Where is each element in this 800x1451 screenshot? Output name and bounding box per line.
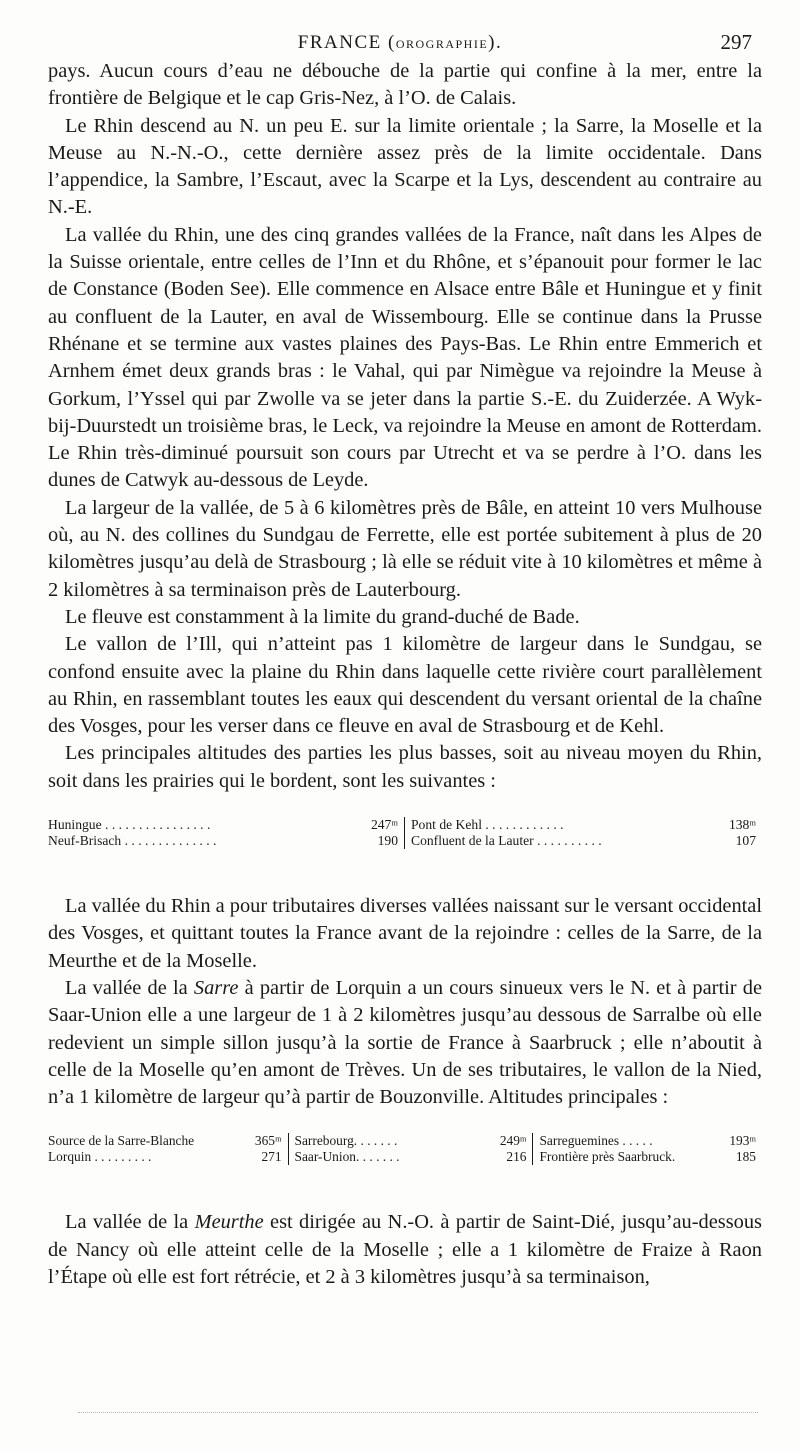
paragraph: Le vallon de l’Ill, qui n’atteint pas 1 kilomètre de largeur dans le Sundgau, se confond ensuite avec la plaine du Rhin dans laquelle cette rivière court parallèlement au Rhin, en rassemblant toutes les eaux qui descendent du versant oriental de la chaîne des Vosges, pour les verser dans ce fleuve en aval de Strasbourg et de Kehl. [48,633,762,738]
table-row [48,1149,762,1165]
table-cell-name: Neuf-Brisach . . . . . . . . . . . . . . [48,833,217,849]
title-subtitle: OROGRAPHIE [395,37,489,51]
paragraph: Le fleuve est constamment à la limite du grand-duché de Bade. [65,605,580,628]
title-end: ). [488,32,503,53]
table-row [48,817,762,833]
paragraph-meurthe: La vallée de la Meurthe est dirigée au N.-O. à partir de Saint-Dié, jusqu’au-dessous de Nancy où elle atteint celle de la Moselle ; elle a 1 kilomètre de Fraize à Raon l’Étape où elle est fort rétrécie, et 2 à 3 kilomètres jusqu’à sa terminaison, [48,1211,762,1288]
body-text [48,58,762,1291]
table-cell-value: 247ᵐ [370,817,398,833]
altitude-table-rhin [48,817,762,849]
table-cell-value: 185 [735,1149,756,1165]
table-cell-value: 249ᵐ [499,1133,527,1149]
table-cell-value: 271 [261,1149,282,1165]
paragraph: pays. Aucun cours d’eau ne débouche de la partie qui confine à la mer, entre la frontière de Belgique et le cap Gris-Nez, à l’O. de Calais. [48,60,762,110]
table-cell-value: 216 [506,1149,527,1165]
page-title [0,32,800,54]
paragraph: Le Rhin descend au N. un peu E. sur la limite orientale ; la Sarre, la Moselle et la Meuse au N.-N.-O., cette dernière assez près de la limite occidentale. Dans l’appendice, la Sambre, l’Escaut, avec la Scarpe et la Lys, descendent au contraire au N.-E. [48,114,762,219]
table-cell-value: 190 [377,833,398,849]
table-cell-name: Sarrebourg. . . . . . . [288,1133,491,1149]
title-main: FRANCE ( [297,32,396,53]
page-number: 297 [720,30,752,54]
table-cell-name: Sarreguemines . . . . . [533,1133,729,1149]
table-row [48,1133,762,1149]
table-cell-name: Frontière près Saarbruck. [533,1149,729,1165]
table-cell-value: 107 [735,833,756,849]
river-name-meurthe: Meurthe [194,1211,264,1234]
table-cell-name: Lorquin . . . . . . . . . [48,1149,152,1165]
table-cell-name: Huningue . . . . . . . . . . . . . . . . [48,817,211,833]
paragraph: La largeur de la vallée, de 5 à 6 kilomètres près de Bâle, en atteint 10 vers Mulhouse où, au N. des collines du Sundgau de Ferrette, elle est portée subitement à plus de 20 kilomètres jusqu’au delà de Strasbourg ; là elle se réduit vite à 10 kilomètres et même à 2 kilomètres à sa terminaison près de Lauterbourg. [48,496,762,601]
altitude-table-sarre [48,1133,762,1165]
paragraph: Les principales altitudes des parties les plus basses, soit au niveau moyen du Rhin, soit dans les prairies qui le bordent, sont les suivantes : [48,742,762,792]
table-cell-value: 193ᵐ [729,1133,756,1149]
table-cell-value: 365ᵐ [254,1133,282,1149]
paragraph: La vallée du Rhin, une des cinq grandes vallées de la France, naît dans les Alpes de la Suisse orientale, entre celles de l’Inn et du Rhône, et s’épanouit pour former le lac de Constance (Boden See). Elle commence en Alsace entre Bâle et Huningue et y finit au confluent de la Lauter, en aval de Wissembourg. Elle se continue dans la Prusse Rhénane et se termine aux vastes plaines des Pays-Bas. Le Rhin entre Emmerich et Arnhem émet deux grands bras : le Vahal, qui par Nimègue va rejoindre la Meuse à Gorkum, l’Yssel qui par Zwolle va se jeter dans la partie S.-E. du Zuiderzée. A Wyk-bij-Duurstedt un troisième bras, le Leck, va rejoindre la Meuse en amont de Rotterdam. Le Rhin très-diminué poursuit son cours par Utrecht et va se perdre à l’O. dans les dunes de Catwyk au-dessous de Leyde. [48,223,762,492]
table-cell-name: Pont de Kehl . . . . . . . . . . . . [405,817,702,833]
paragraph: La vallée du Rhin a pour tributaires diverses vallées naissant sur le versant occidental des Vosges, et quittant toutes la France avant de la rejoindre : celles de la Sarre, de la Meurthe et de la Moselle. [48,895,763,972]
table-cell-name: Saar-Union. . . . . . . [288,1149,491,1165]
river-name-sarre: Sarre [193,976,239,999]
table-cell-name: Confluent de la Lauter . . . . . . . . . . [405,833,702,849]
table-cell-name: Source de la Sarre-Blanche [48,1133,195,1149]
faded-footer-line [78,1412,758,1415]
table-cell-value: 138ᵐ [728,817,756,833]
running-header [0,30,800,60]
table-row [48,833,762,849]
paragraph-sarre: La vallée de la Sarre à partir de Lorquin a un cours sinueux vers le N. et à partir de Saar-Union elle a une largeur de 1 à 2 kilomètres jusqu’au dessous de Sarralbe où elle redevient un simple sillon jusqu’à la sortie de France à Saarbruck ; elle n’aboutit à celle de la Moselle qu’en amont de Trèves. Un de ses tributaires, le vallon de la Nied, n’a 1 kilomètre de largeur qu’à partir de Bouzonville. Altitudes principales : [48,976,762,1109]
